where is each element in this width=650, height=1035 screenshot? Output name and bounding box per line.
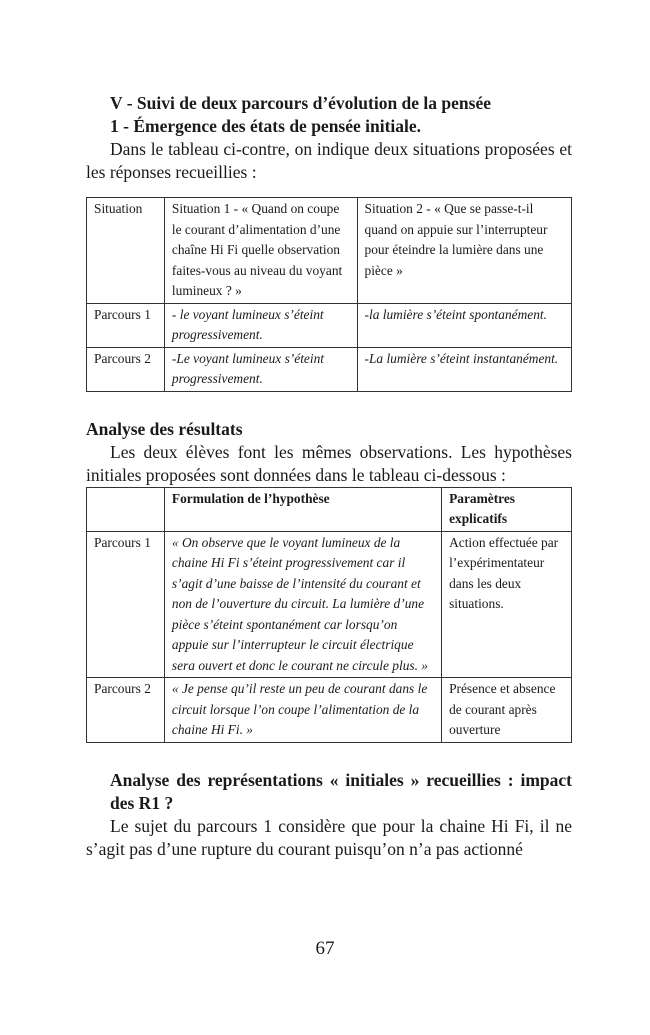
row-label: Parcours 2 bbox=[87, 678, 165, 743]
table-header-cell: Situation 1 - « Quand on coupe le courant d’alimentation d’une chaîne Hi Fi quelle observation faites-vous au niveau du voyant lumineux ? » bbox=[164, 198, 357, 304]
table-header-row bbox=[87, 487, 572, 531]
table-header-cell: Situation bbox=[87, 198, 165, 304]
table-cell: -Le voyant lumineux s’éteint progressivement. bbox=[164, 347, 357, 391]
table-header-cell: Situation 2 - « Que se passe-t-il quand on appuie sur l’interrupteur pour éteindre la lumière dans une pièce » bbox=[357, 198, 571, 304]
table-cell: - le voyant lumineux s’éteint progressivement. bbox=[164, 303, 357, 347]
hypotheses-table bbox=[86, 487, 572, 743]
table-header-row bbox=[87, 198, 572, 304]
table-cell: -La lumière s’éteint instantanément. bbox=[357, 347, 571, 391]
page-content bbox=[86, 92, 572, 861]
page-number: 67 bbox=[315, 938, 335, 959]
analyse-paragraph: Les deux élèves font les mêmes observations. Les hypothèses initiales proposées sont données dans le tableau ci-dessous : bbox=[86, 441, 572, 485]
situations-table bbox=[86, 197, 572, 392]
row-label: Parcours 1 bbox=[87, 531, 165, 678]
row-label: Parcours 1 bbox=[87, 303, 165, 347]
table-cell: -la lumière s’éteint spontanément. bbox=[357, 303, 571, 347]
table-header-cell: Formulation de l’hypothèse bbox=[164, 487, 441, 531]
analyse-title: Analyse des résultats bbox=[86, 418, 243, 439]
table-row bbox=[87, 678, 572, 743]
table-cell: « On observe que le voyant lumineux de la chaine Hi Fi s’éteint progressivement car il s’agit d’une baisse de l’intensité du courant et non de l’ouverture du circuit. La lumière d’une pièce s’éteint spontanément car lorsqu’on appuie sur l’interrupteur le circuit électrique sera ouvert et donc le courant ne circule plus. » bbox=[164, 531, 441, 678]
table-header-cell bbox=[87, 487, 165, 531]
table-cell: « Je pense qu’il reste un peu de courant dans le circuit lorsque l’on coupe l’alimentation de la chaine Hi Fi. » bbox=[164, 678, 441, 743]
section-title: V - Suivi de deux parcours d’évolution de la pensée bbox=[110, 93, 491, 113]
table-row bbox=[87, 303, 572, 347]
subsection-title: 1 - Émergence des états de pensée initiale. bbox=[110, 116, 422, 136]
table-row bbox=[87, 531, 572, 678]
table-header-cell: Paramètres explicatifs bbox=[442, 487, 572, 531]
table-cell: Action effectuée par l’expérimentateur dans les deux situations. bbox=[442, 531, 572, 678]
row-label: Parcours 2 bbox=[87, 347, 165, 391]
final-paragraph: Le sujet du parcours 1 considère que pour la chaine Hi Fi, il ne s’agit pas d’une rupture du courant puisqu’on n’a pas actionné bbox=[86, 815, 572, 859]
intro-paragraph: Dans le tableau ci-contre, on indique deux situations proposées et les réponses recueillies : bbox=[86, 139, 572, 182]
table-row bbox=[87, 347, 572, 391]
representations-title: Analyse des représentations « initiales » recueillies : impact des R1 ? bbox=[110, 769, 572, 813]
table-cell: Présence et absence de courant après ouverture bbox=[442, 678, 572, 743]
